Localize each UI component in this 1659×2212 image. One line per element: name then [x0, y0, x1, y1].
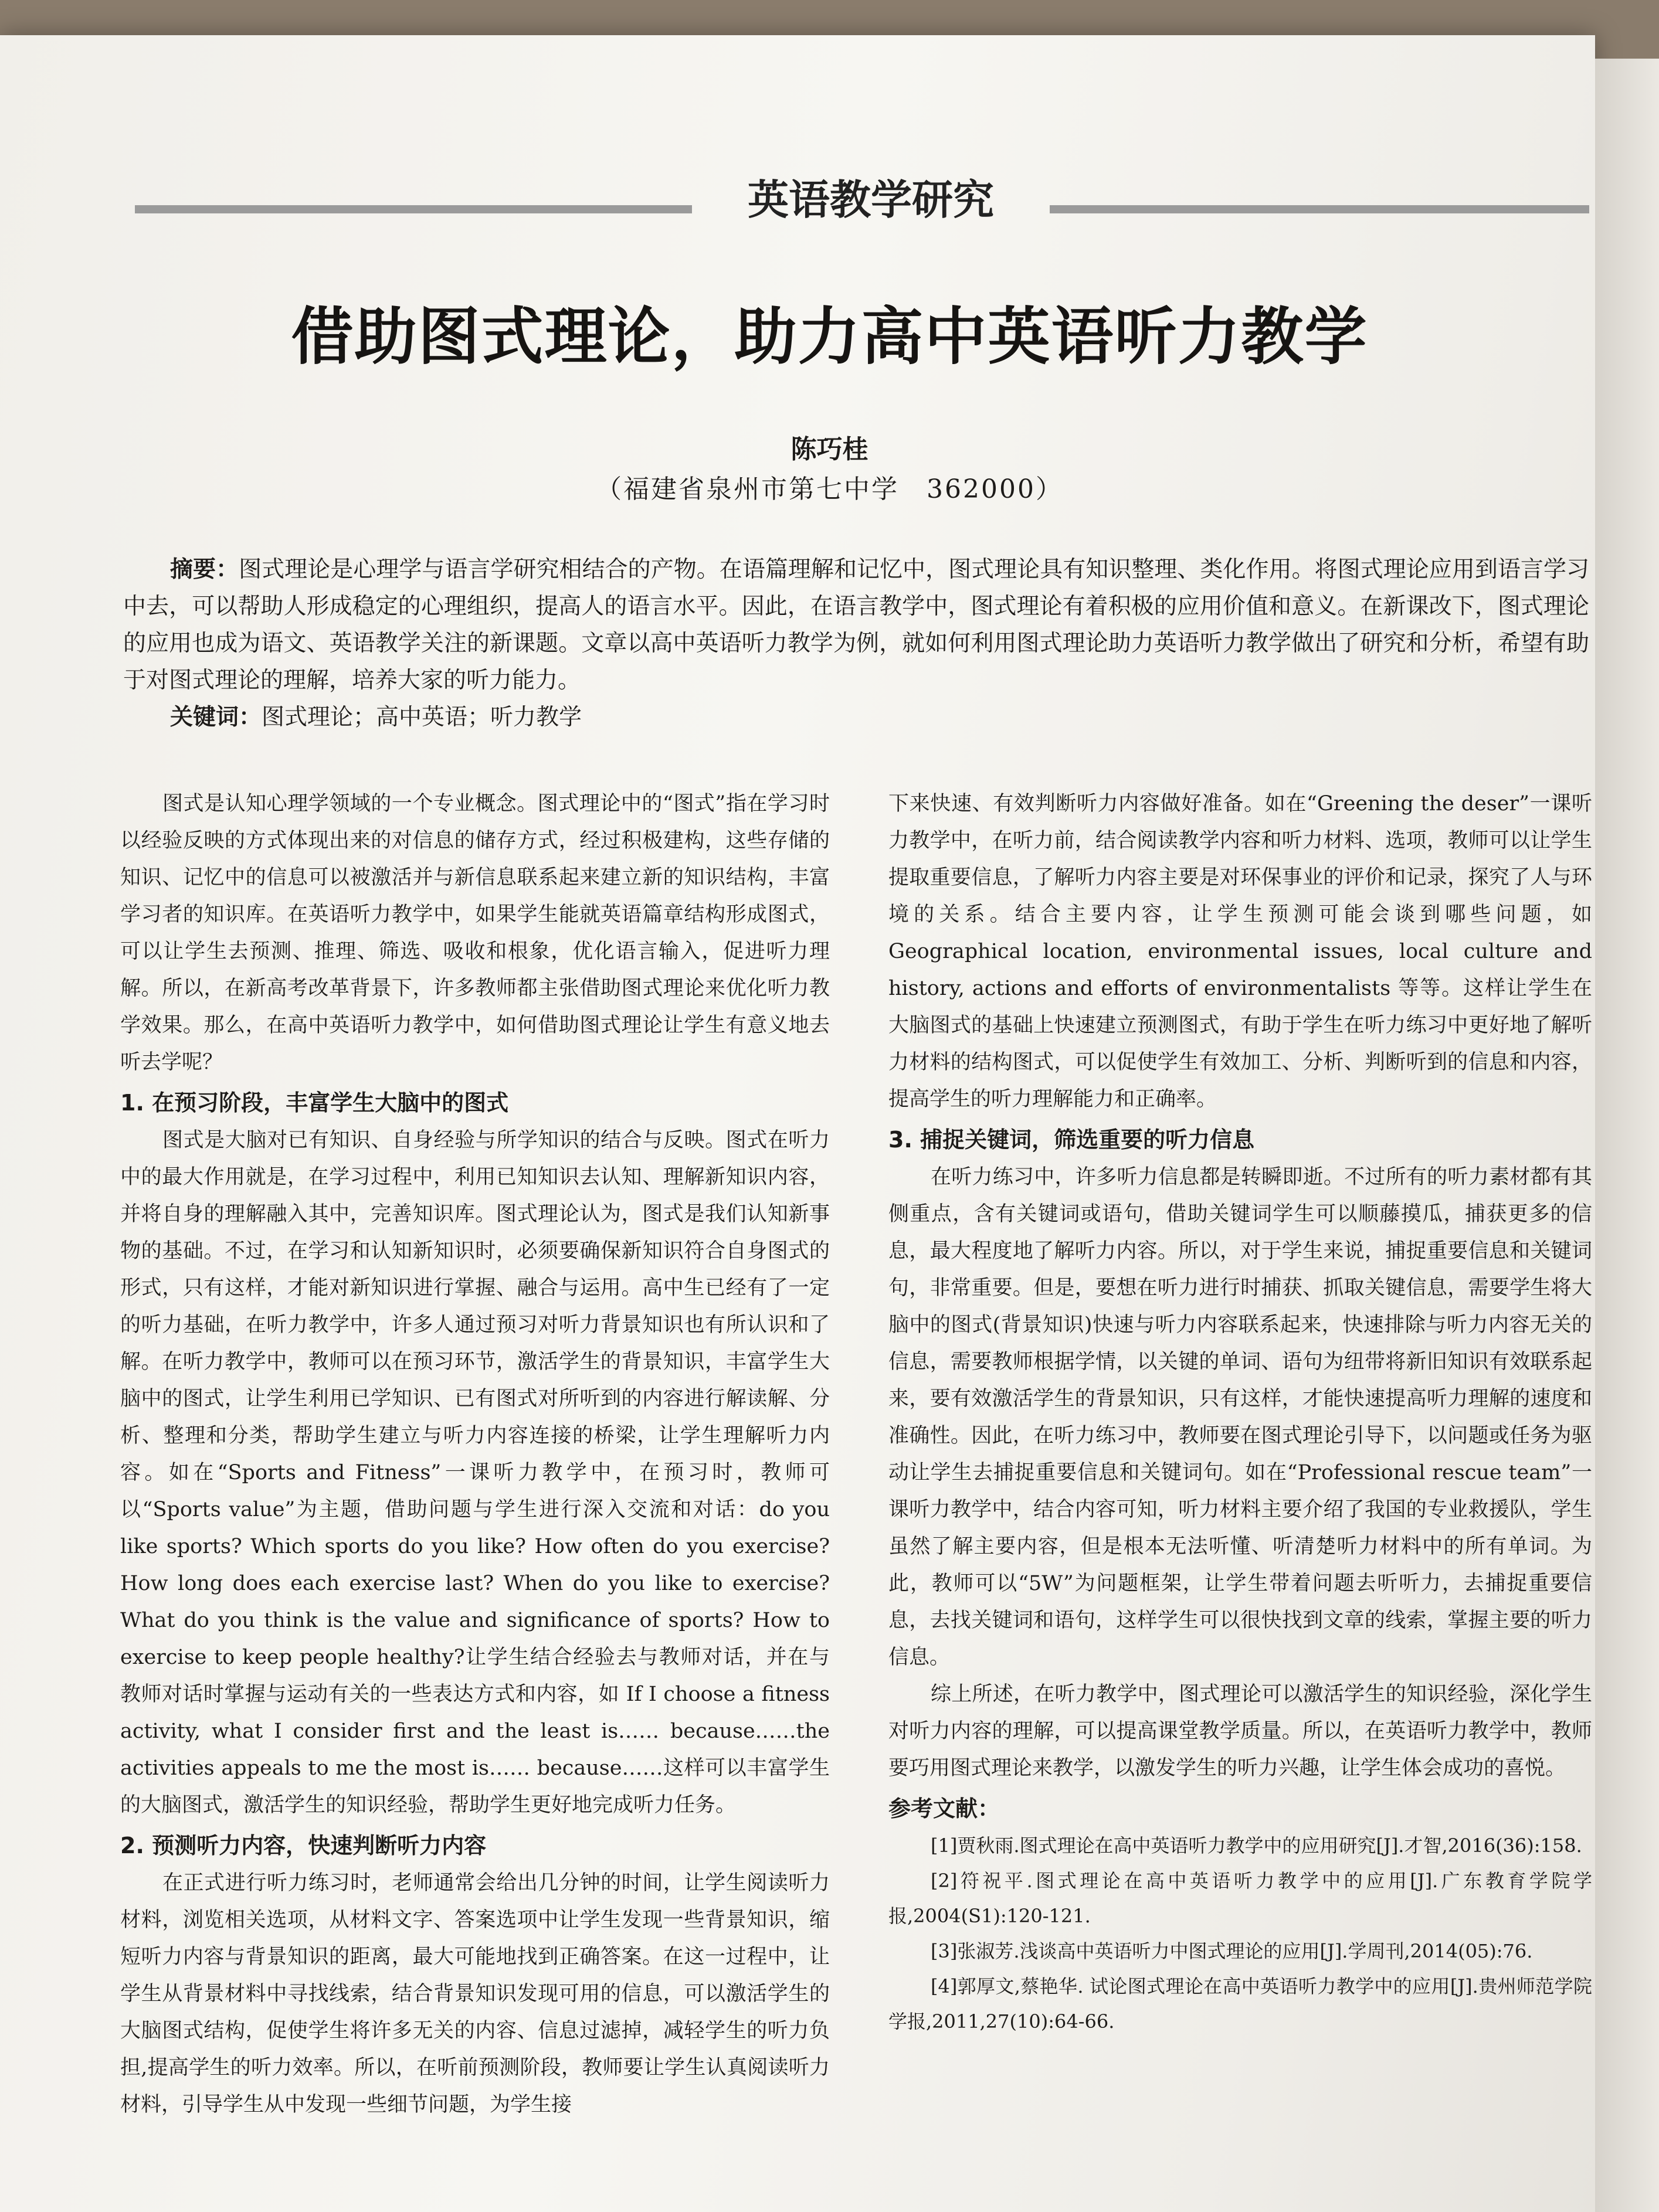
keywords-line [123, 699, 1589, 736]
reference-item: [4]郭厚文,蔡艳华. 试论图式理论在高中英语听力教学中的应用[J].贵州师范学院学报,2011,27(10):64-66. [888, 1975, 1592, 2033]
author-name: 陈巧桂 [791, 434, 868, 464]
reference-item: [1]贾秋雨.图式理论在高中英语听力教学中的应用研究[J].才智,2016(36):158. [931, 1834, 1582, 1857]
section-label: 英语教学研究 [748, 176, 994, 224]
section-2-paragraph: 在正式进行听力练习时，老师通常会给出几分钟的时间，让学生阅读听力材料，浏览相关选项，从材料文字、答案选项中让学生发现一些背景知识，缩短听力内容与背景知识的距离，最大可能地找到正确答案。在这一过程中，让学生从背景材料中寻找线索，结合背景知识发现可用的信息，可以激活学生的大脑图式结构，促使学生将许多无关的内容、信息过滤掉，减轻学生的听力负担,提高学生的听力效率。所以，在听前预测阶段，教师要让学生认真阅读听力材料，引导学生从中发现一些细节问题，为学生接 [120, 1871, 830, 2116]
section-2-continued: 下来快速、有效判断听力内容做好准备。如在“Greening the deser”一课听力教学中，在听力前，结合阅读教学内容和听力材料、选项，教师可以让学生提取重要信息，了解听力内容主要是对环保事业的评价和记录，探究了人与环境的关系。结合主要内容，让学生预测可能会谈到哪些问题，如 Geographical location, environmental issues, local culture and history, actions and efforts of environmentalists 等等。这样让学生在大脑图式的基础上快速建立预测图式，有助于学生在听力练习中更好地了解听力材料的结构图式，可以促使学生有效加工、分析、判断听到的信息和内容，提高学生的听力理解能力和正确率。 [888, 792, 1592, 1111]
section-1-paragraph: 图式是大脑对已有知识、自身经验与所学知识的结合与反映。图式在听力中的最大作用就是，在学习过程中，利用已知知识去认知、理解新知识内容，并将自身的理解融入其中，完善知识库。图式理论认为，图式是我们认知新事物的基础。不过，在学习和认知新知识时，必须要确保新知识符合自身图式的形式，只有这样，才能对新知识进行掌握、融合与运用。高中生已经有了一定的听力基础，在听力教学中，许多人通过预习对听力背景知识也有所认识和了解。在听力教学中，教师可以在预习环节，激活学生的背景知识，丰富学生大脑中的图式，让学生利用已学知识、已有图式对所听到的内容进行解读解、分析、整理和分类，帮助学生建立与听力内容连接的桥梁，让学生理解听力内容。如在“Sports and Fitness”一课听力教学中，在预习时，教师可以“Sports value”为主题，借助问题与学生进行深入交流和对话：do you like sports? Which sports do you like? How often do you exercise? How long does each exercise last? When do you like to exercise? What do you think is the value and significance of sports? How to exercise to keep people healthy?让学生结合经验去与教师对话，并在与教师对话时掌握与运动有关的一些表达方式和内容，如 If I choose a fitness activity, what I consider first and the least is…… because……the activities appeals to me the most is…… because……这样可以丰富学生的大脑图式，激活学生的知识经验，帮助学生更好地完成听力任务。 [120, 1129, 830, 1817]
header-rule-left [135, 205, 692, 213]
abstract-text: 图式理论是心理学与语言学研究相结合的产物。在语篇理解和记忆中，图式理论具有知识整理、类化作用。将图式理论应用到语言学习中去，可以帮助人形成稳定的心理组织，提高人的语言水平。因此，在语言教学中，图式理论有着积极的应用价值和意义。在新课改下，图式理论的应用也成为语文、英语教学关注的新课题。文章以高中英语听力教学为例，就如何利用图式理论助力英语听力教学做出了研究和分析，希望有助于对图式理论的理解，培养大家的听力能力。 [123, 556, 1589, 694]
abstract-paragraph [123, 551, 1589, 699]
right-column [888, 786, 1592, 2039]
reference-item: [3]张淑芳.浅谈高中英语听力中图式理论的应用[J].学周刊,2014(05):76. [931, 1940, 1533, 1962]
left-column [120, 786, 830, 2123]
header-rule-right [1050, 205, 1589, 213]
heading-section-1: 1. 在预习阶段，丰富学生大脑中的图式 [120, 1090, 509, 1116]
journal-page [0, 35, 1595, 2212]
abstract-block [123, 551, 1589, 736]
keywords-label: 关键词： [170, 704, 262, 730]
references-title: 参考文献： [888, 1796, 1000, 1822]
heading-section-3: 3. 捕捉关键词，筛选重要的听力信息 [888, 1127, 1255, 1153]
section-3-paragraph: 在听力练习中，许多听力信息都是转瞬即逝。不过所有的听力素材都有其侧重点，含有关键词或语句，借助关键词学生可以顺藤摸瓜，捕获更多的信息，最大程度地了解听力内容。所以，对于学生来说，捕捉重要信息和关键词句，非常重要。但是，要想在听力进行时捕获、抓取关键信息，需要学生将大脑中的图式(背景知识)快速与听力内容联系起来，快速排除与听力内容无关的信息，需要教师根据学情，以关键的单词、语句为纽带将新旧知识有效联系起来，要有效激活学生的背景知识，只有这样，才能快速提高听力理解的速度和准确性。因此，在听力练习中，教师要在图式理论引导下，以问题或任务为驱动让学生去捕捉重要信息和关键词句。如在“Professional rescue team”一课听力教学中，结合内容可知，听力材料主要介绍了我国的专业救援队，学生虽然了解主要内容，但是根本无法听懂、听清楚听力材料中的所有单词。为此，教师可以“5W”为问题框架，让学生带着问题去听听力，去捕捉重要信息，去找关键词和语句，这样学生可以很快找到文章的线索，掌握主要的听力信息。 [888, 1166, 1592, 1669]
reference-item: [2]符祝平.图式理论在高中英语听力教学中的应用[J].广东教育学院学报,2004(S1):120-121. [888, 1870, 1592, 1927]
conclusion-paragraph: 综上所述，在听力教学中，图式理论可以激活学生的知识经验，深化学生对听力内容的理解，可以提高课堂教学质量。所以，在英语听力教学中，教师要巧用图式理论来教学，以激发学生的听力兴趣，让学生体会成功的喜悦。 [888, 1683, 1592, 1780]
article-title: 借助图式理论，助力高中英语听力教学 [291, 301, 1368, 373]
abstract-label: 摘要： [170, 556, 239, 583]
heading-section-2: 2. 预测听力内容，快速判断听力内容 [120, 1833, 487, 1858]
keywords-text: 图式理论；高中英语；听力教学 [262, 704, 582, 730]
author-affiliation: （福建省泉州市第七中学 362000） [596, 474, 1063, 504]
adjacent-page-edge [1595, 59, 1659, 2212]
intro-paragraph: 图式是认知心理学领域的一个专业概念。图式理论中的“图式”指在学习时以经验反映的方式体现出来的对信息的储存方式，经过积极建构，这些存储的知识、记忆中的信息可以被激活并与新信息联系起来建立新的知识结构，丰富学习者的知识库。在英语听力教学中，如果学生能就英语篇章结构形成图式，可以让学生去预测、推理、筛选、吸收和根象，优化语言输入，促进听力理解。所以，在新高考改革背景下，许多教师都主张借助图式理论来优化听力教学效果。那么，在高中英语听力教学中，如何借助图式理论让学生有意义地去听去学呢？ [120, 792, 830, 1074]
